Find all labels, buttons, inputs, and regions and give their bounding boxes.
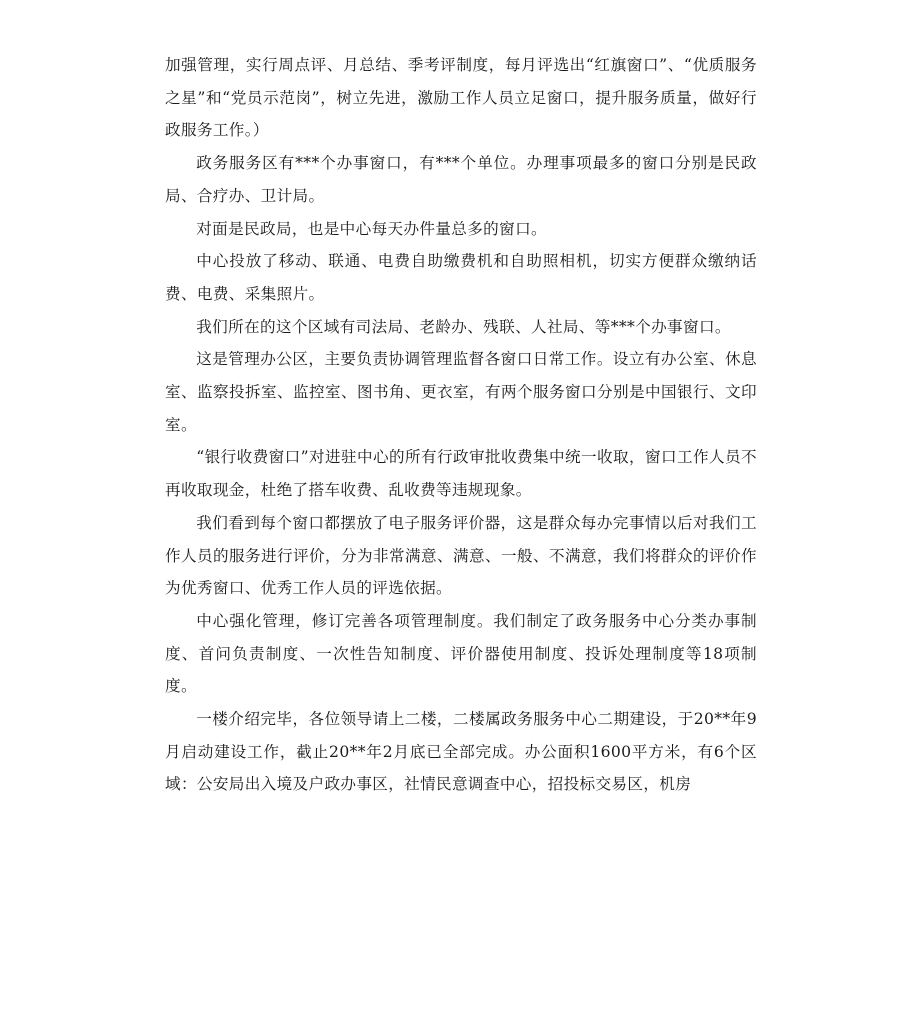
paragraph: 一楼介绍完毕，各位领导请上二楼，二楼属政务服务中心二期建设，于20**年9月启动建设工作，截止20**年2月底已全部完成。办公面积1600平方米，有6个区域：公安局出入境及户政办事区，社情民意调查中心，招投标交易区，机房 bbox=[165, 710, 757, 794]
paragraph: 这是管理办公区，主要负责协调管理监督各窗口日常工作。设立有办公室、休息室、监察投拆室、监控室、图书角、更衣室，有两个服务窗口分别是中国银行、文印室。 bbox=[165, 350, 757, 434]
paragraph: “银行收费窗口”对进驻中心的所有行政审批收费集中统一收取，窗口工作人员不再收取现金，杜绝了搭车收费、乱收费等违规现象。 bbox=[165, 448, 757, 500]
paragraph: 加强管理，实行周点评、月总结、季考评制度，每月评选出“红旗窗口”、“优质服务之星”和“党员示范岗”，树立先进，激励工作人员立足窗口，提升服务质量，做好行政服务工作。） bbox=[165, 56, 757, 140]
paragraph: 我们所在的这个区域有司法局、老龄办、残联、人社局、等***个办事窗口。 bbox=[196, 317, 731, 336]
paragraph: 政务服务区有***个办事窗口，有***个单位。办理事项最多的窗口分别是民政局、合疗办、卫计局。 bbox=[165, 154, 757, 205]
paragraph: 对面是民政局，也是中心每天办件量总多的窗口。 bbox=[196, 219, 547, 238]
paragraph: 我们看到每个窗口都摆放了电子服务评价器，这是群众每办完事情以后对我们工作人员的服务进行评价，分为非常满意、满意、一般、不满意，我们将群众的评价作为优秀窗口、优秀工作人员的评选依据。 bbox=[165, 513, 757, 598]
paragraph: 中心投放了移动、联通、电费自助缴费机和自助照相机，切实方便群众缴纳话费、电费、采集照片。 bbox=[165, 252, 757, 303]
paragraph: 中心强化管理，修订完善各项管理制度。我们制定了政务服务中心分类办事制度、首问负责制度、一次性告知制度、评价器使用制度、投诉处理制度等18项制度。 bbox=[165, 611, 757, 696]
document-body bbox=[165, 49, 757, 801]
